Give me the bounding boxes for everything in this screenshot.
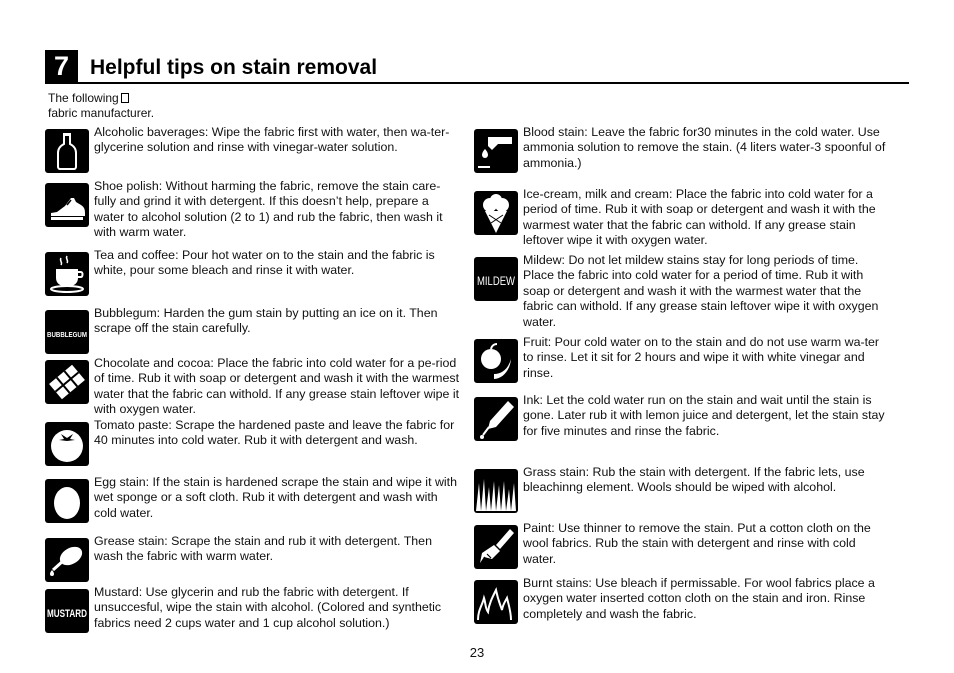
bottle-icon <box>45 129 89 173</box>
tip-text: Blood stain: Leave the fabric for30 minutes in the cold water. Use ammonia solution to remove the stain. (4 liters water-3 spoonful of ammonia.) <box>523 125 886 170</box>
tip-text: Bubblegum: Harden the gum stain by putting an ice on it. Then scrape off the stain carefully. <box>94 306 438 336</box>
bubblegum-icon <box>45 310 89 354</box>
tip-text: Mustard: Use glycerin and rub the fabric with detergent. If unsuccesful, wipe the stain with alcohol. (Colored and synthetic fabrics need 2 cups water and 1 cup alcohol solution.) <box>94 585 442 630</box>
tip-text: Tea and coffee: Pour hot water on to the stain and the fabric is white, pour some bleach and rinse it with water. <box>94 248 435 278</box>
tip-text: Tomato paste: Scrape the hardened paste and leave the fabric for 40 minutes into cold water. Rub it with detergent and wash. <box>94 418 455 448</box>
chocolate-bar-icon <box>45 360 89 404</box>
mildew-icon <box>474 257 518 301</box>
flame-icon <box>474 580 518 624</box>
section-number: 7 <box>45 50 78 82</box>
page-title: Helpful tips on stain removal <box>90 56 378 79</box>
tip-text: Mildew: Do not let mildew stains stay for long periods of time. Place the fabric into cold water for a period of time. Rub it with soap or detergent and wash it with the warmest water that the fabric can withold. If any grease stain leftover wipe it with oxygen water. <box>523 253 879 329</box>
blood-drop-icon <box>474 129 518 173</box>
fruit-icon <box>474 339 518 383</box>
tip-text: Shoe polish: Without harming the fabric, remove the stain care-fully and grind it with detergent. If this doesn’t help, prepare a water to alcohol solution (2 to 1) and rub the fabric, then wash it with warm water. <box>94 179 443 240</box>
mustard-icon <box>45 589 89 633</box>
tip-text: Fruit: Pour cold water on to the stain and do not use warm wa-ter to rinse. Let it sit for 2 hours and wipe it with white vinegar and rinse. <box>523 335 880 380</box>
coffee-cup-icon <box>45 252 89 296</box>
tip-text: Egg stain: If the stain is hardened scrape the stain and wipe it with wet sponge or a soft cloth. Rub it with detergent and wash with cold water. <box>94 475 457 520</box>
tip-text: Chocolate and cocoa: Place the fabric into cold water for a pe-riod of time. Rub it with soap or detergent and wash it with the warmest water that the fabric can withold. If any grease stain leftover wipe it with oxygen water. <box>94 356 460 417</box>
bubblegum-icon-label: BUBBLEGUM <box>47 330 87 339</box>
paint-brush-icon <box>474 525 518 569</box>
mustard-icon-label: MUSTARD <box>47 608 88 620</box>
tip-text: Grass stain: Rub the stain with detergent. If the fabric lets, use bleachinng element. Wools should be wiped with alcohol. <box>523 465 865 495</box>
missing-glyph-box <box>121 93 129 103</box>
ice-cream-icon <box>474 191 518 235</box>
tip-text: Paint: Use thinner to remove the stain. Put a cotton cloth on the wool fabrics. Rub the stain with detergent and rinse with cold water. <box>523 521 871 566</box>
egg-icon <box>45 479 89 523</box>
tomato-icon <box>45 422 89 466</box>
tip-text: Ice-cream, milk and cream: Place the fabric into cold water for a period of time. Rub it with soap or detergent and wash it with the warmest water that the fabric can withold. If any grease stain leftover wipe it with oxygen water. <box>523 187 876 248</box>
tip-text: Ink: Let the cold water run on the stain and wait until the stain is gone. Later rub it with lemon juice and detergent, let the stain stay for five minutes and rinse the fabric. <box>523 393 885 438</box>
tip-text: Burnt stains: Use bleach if permissable. For wool fabrics place a oxygen water inserted cotton cloth on the stain and iron. Rinse completely and wash the fabric. <box>523 576 875 621</box>
grass-icon <box>474 469 518 513</box>
section-header <box>45 50 909 84</box>
shoe-icon <box>45 183 89 227</box>
mildew-icon-label: MILDEW <box>477 274 516 288</box>
intro-line-1: The following <box>48 91 119 105</box>
tip-text: Grease stain: Scrape the stain and rub it with detergent. Then wash the fabric with warm water. <box>94 534 432 564</box>
intro-line-2: fabric manufacturer. <box>48 106 155 120</box>
grease-can-icon <box>45 538 89 582</box>
tip-text: Alcoholic baverages: Wipe the fabric first with water, then wa-ter-glycerine solution and rinse with vinegar-water solution. <box>94 125 450 155</box>
page-number: 23 <box>469 645 485 660</box>
fountain-pen-icon <box>474 397 518 441</box>
intro-text <box>48 91 308 121</box>
